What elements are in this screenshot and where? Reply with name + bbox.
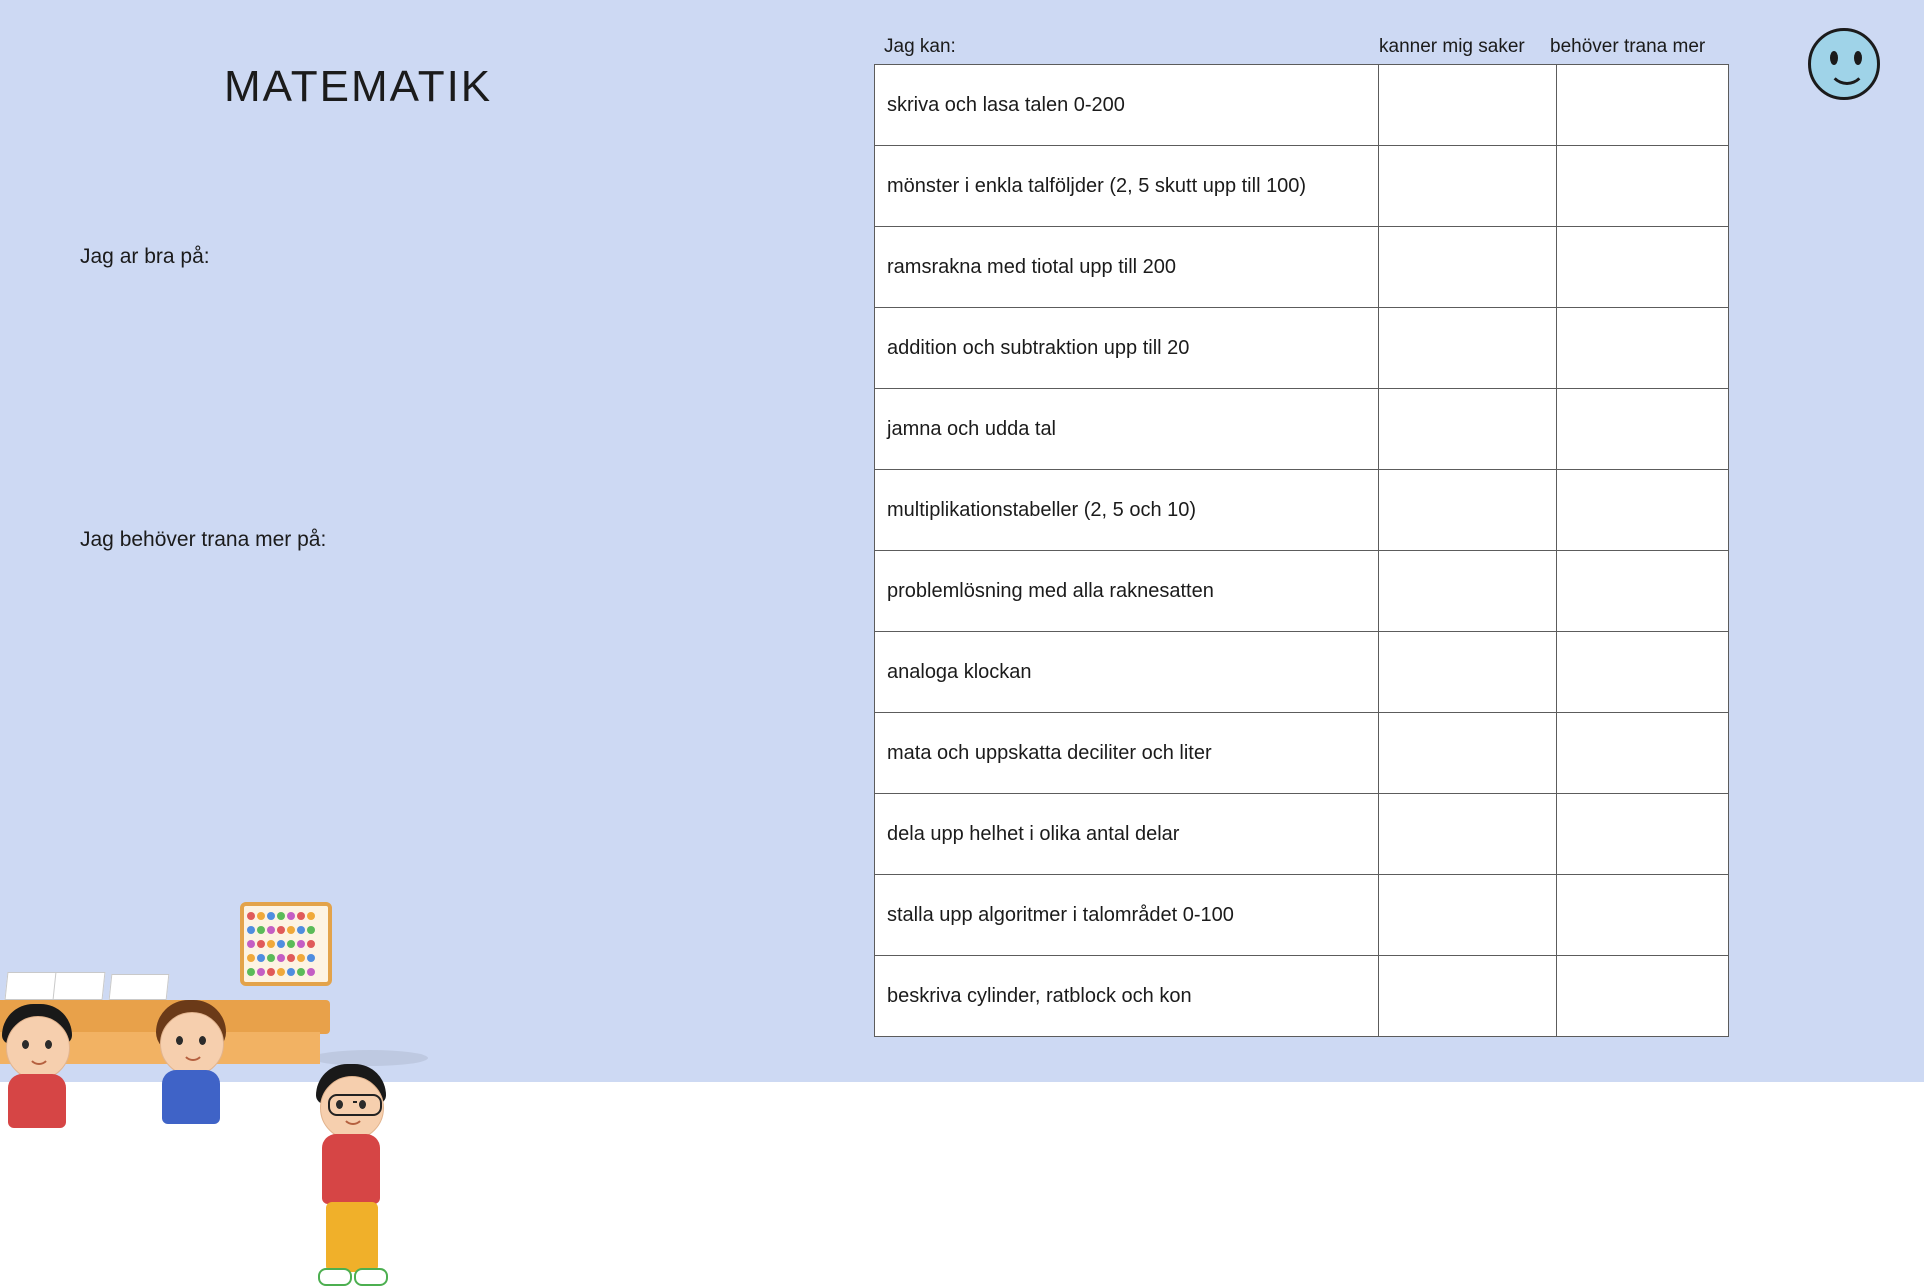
- skills-table-body: [875, 65, 1729, 1037]
- confident-checkbox-cell[interactable]: [1379, 875, 1557, 956]
- table-row: [875, 632, 1729, 713]
- task-cell: mönster i enkla talföljder (2, 5 skutt upp till 100): [875, 146, 1379, 227]
- confident-checkbox-cell[interactable]: [1379, 632, 1557, 713]
- task-cell: beskriva cylinder, ratblock och kon: [875, 956, 1379, 1037]
- table-row: [875, 308, 1729, 389]
- shirt-icon: [8, 1074, 66, 1128]
- practice-checkbox-cell[interactable]: [1557, 227, 1729, 308]
- confident-checkbox-cell[interactable]: [1379, 713, 1557, 794]
- header-confident: kanner mig saker: [1379, 36, 1525, 57]
- practice-checkbox-cell[interactable]: [1557, 65, 1729, 146]
- good-at-label: Jag ar bra på:: [80, 245, 210, 268]
- shirt-icon: [322, 1134, 380, 1204]
- task-cell: dela upp helhet i olika antal delar: [875, 794, 1379, 875]
- task-cell: skriva och lasa talen 0-200: [875, 65, 1379, 146]
- table-row: [875, 470, 1729, 551]
- confident-checkbox-cell[interactable]: [1379, 308, 1557, 389]
- paper-sheet-icon: [109, 974, 170, 1000]
- trousers-icon: [326, 1202, 378, 1272]
- smiley-mouth-icon: [1828, 57, 1866, 85]
- table-row: [875, 713, 1729, 794]
- practice-checkbox-cell[interactable]: [1557, 956, 1729, 1037]
- eye-icon: [176, 1036, 183, 1045]
- skills-table: [874, 64, 1729, 1037]
- table-row: [875, 875, 1729, 956]
- confident-checkbox-cell[interactable]: [1379, 794, 1557, 875]
- table-row: [875, 551, 1729, 632]
- task-cell: mata och uppskatta deciliter och liter: [875, 713, 1379, 794]
- practice-checkbox-cell[interactable]: [1557, 632, 1729, 713]
- table-row: [875, 227, 1729, 308]
- needs-practice-label: Jag behöver trana mer på:: [80, 528, 327, 551]
- practice-checkbox-cell[interactable]: [1557, 389, 1729, 470]
- table-column-headers: [874, 30, 1714, 64]
- open-book-icon: [5, 972, 106, 1000]
- confident-checkbox-cell[interactable]: [1379, 227, 1557, 308]
- eye-icon: [45, 1040, 52, 1049]
- practice-checkbox-cell[interactable]: [1557, 308, 1729, 389]
- page-title: MATEMATIK: [224, 62, 493, 111]
- head-icon: [6, 1016, 70, 1080]
- practice-checkbox-cell[interactable]: [1557, 551, 1729, 632]
- eye-icon: [336, 1100, 343, 1109]
- shoe-icon: [318, 1268, 352, 1286]
- smiley-face-icon: [1808, 28, 1880, 100]
- task-cell: addition och subtraktion upp till 20: [875, 308, 1379, 389]
- table-row: [875, 146, 1729, 227]
- table-row: [875, 956, 1729, 1037]
- shoe-icon: [354, 1268, 388, 1286]
- children-doing-math-illustration: [0, 802, 460, 1082]
- practice-checkbox-cell[interactable]: [1557, 875, 1729, 956]
- confident-checkbox-cell[interactable]: [1379, 146, 1557, 227]
- head-icon: [160, 1012, 224, 1076]
- table-row: [875, 794, 1729, 875]
- confident-checkbox-cell[interactable]: [1379, 65, 1557, 146]
- table-row: [875, 389, 1729, 470]
- skills-table-wrapper: [874, 30, 1714, 1037]
- practice-checkbox-cell[interactable]: [1557, 146, 1729, 227]
- eye-icon: [199, 1036, 206, 1045]
- confident-checkbox-cell[interactable]: [1379, 956, 1557, 1037]
- table-row: [875, 65, 1729, 146]
- confident-checkbox-cell[interactable]: [1379, 551, 1557, 632]
- confident-checkbox-cell[interactable]: [1379, 389, 1557, 470]
- practice-checkbox-cell[interactable]: [1557, 713, 1729, 794]
- eye-icon: [22, 1040, 29, 1049]
- floor-shadow: [312, 1050, 428, 1066]
- header-task: Jag kan:: [884, 36, 956, 57]
- confident-checkbox-cell[interactable]: [1379, 470, 1557, 551]
- task-cell: jamna och udda tal: [875, 389, 1379, 470]
- eye-icon: [359, 1100, 366, 1109]
- practice-checkbox-cell[interactable]: [1557, 794, 1729, 875]
- abacus-icon: [240, 902, 332, 986]
- task-cell: problemlösning med alla raknesatten: [875, 551, 1379, 632]
- task-cell: stalla upp algoritmer i talområdet 0-100: [875, 875, 1379, 956]
- practice-checkbox-cell[interactable]: [1557, 470, 1729, 551]
- task-cell: ramsrakna med tiotal upp till 200: [875, 227, 1379, 308]
- task-cell: analoga klockan: [875, 632, 1379, 713]
- header-practice: behöver trana mer: [1550, 36, 1706, 57]
- shirt-icon: [162, 1070, 220, 1124]
- task-cell: multiplikationstabeller (2, 5 och 10): [875, 470, 1379, 551]
